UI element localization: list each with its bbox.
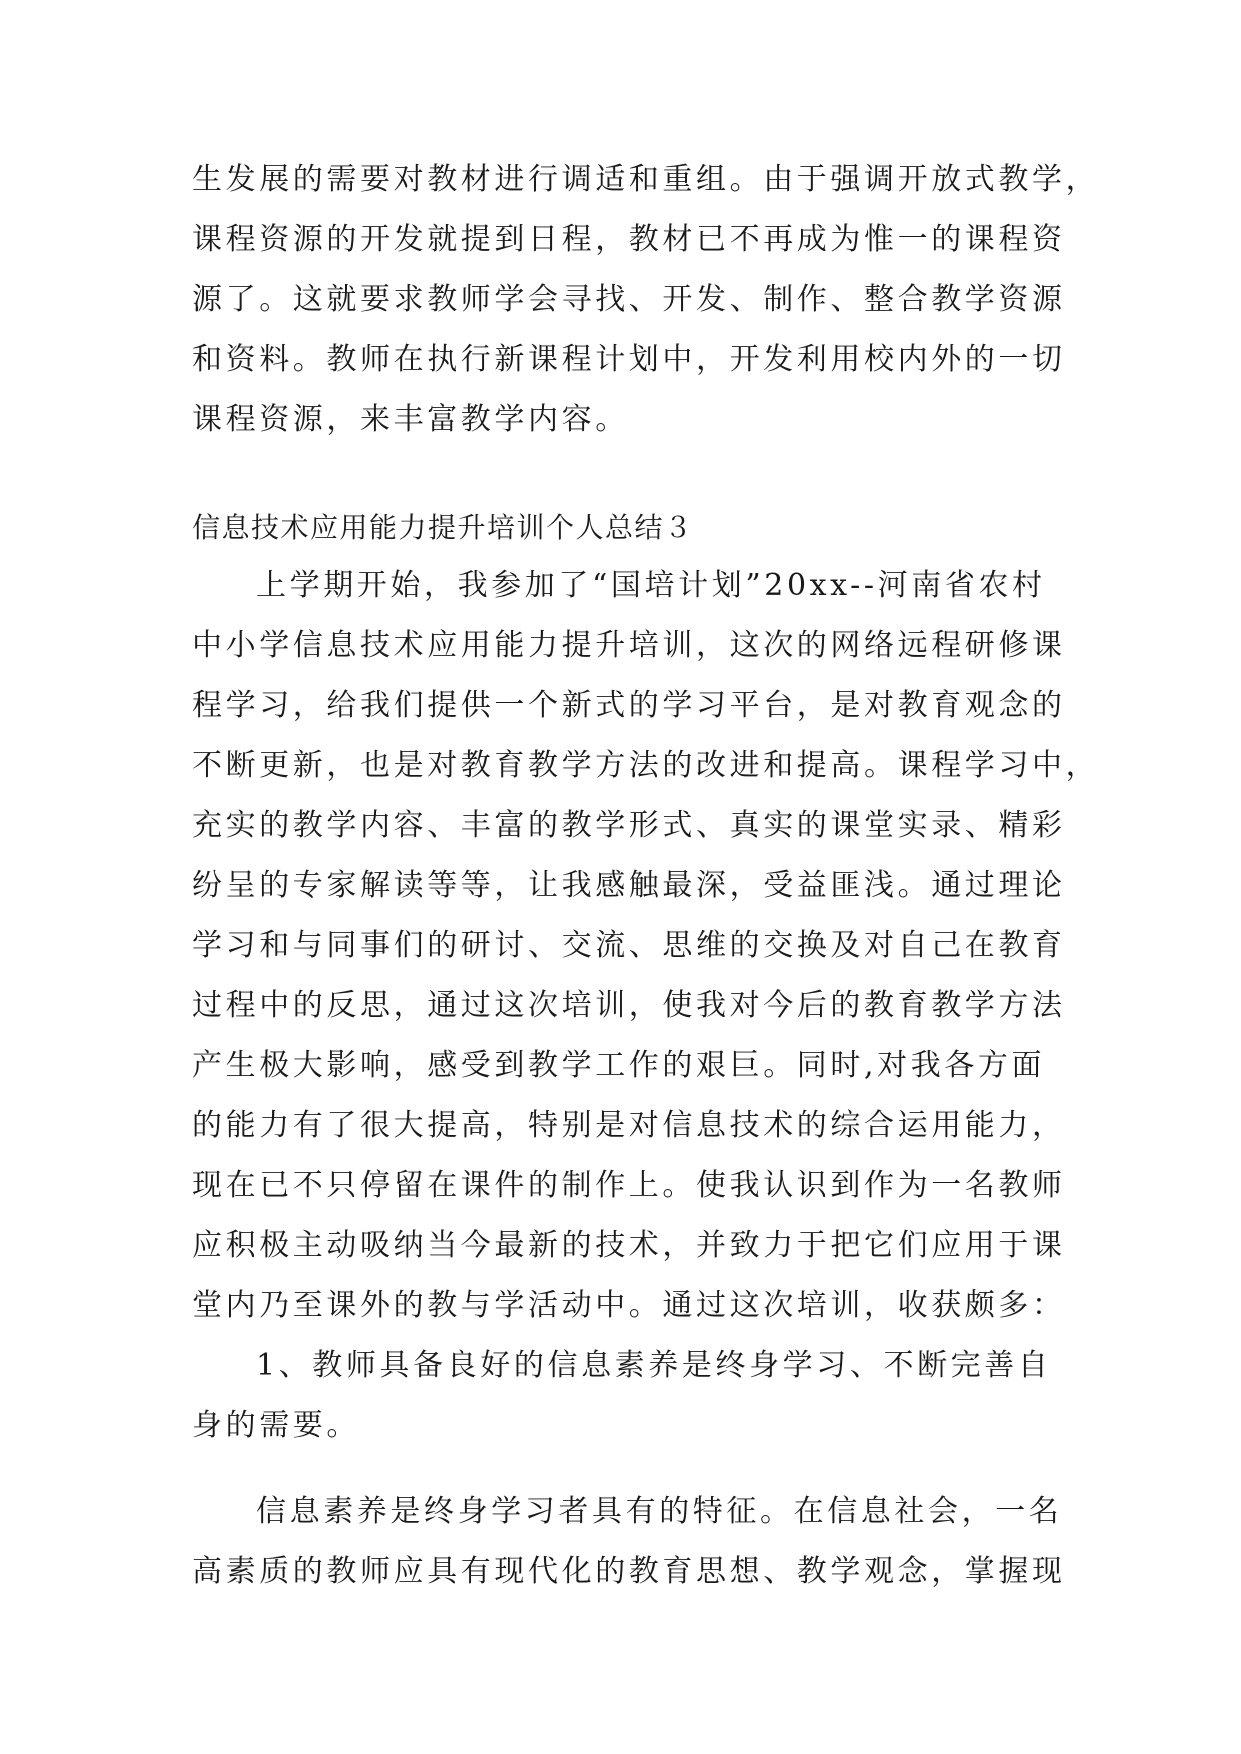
text-line: 不断更新，也是对教育教学方法的改进和提高。课程学习中， [192,748,1100,783]
text-line: 现在已不只停留在课件的制作上。使我认识到作为一名教师 [192,1168,1066,1203]
text-line: 中小学信息技术应用能力提升培训，这次的网络远程研修课 [192,628,1066,663]
text-line: 和资料。教师在执行新课程计划中，开发利用校内外的一切 [192,342,1066,377]
text-line: 产生极大影响，感受到教学工作的艰巨。同时,对我各方面 [192,1048,1046,1083]
heading-text: 信息技术应用能力提升培训个人总结３ [192,511,694,544]
text-line: 1、教师具备良好的信息素养是终身学习、不断完善自 [256,1348,1052,1383]
text-line: 程学习，给我们提供一个新式的学习平台，是对教育观念的 [192,688,1066,723]
text-line: 的能力有了很大提高，特别是对信息技术的综合运用能力， [192,1108,1066,1143]
text-line: 充实的教学内容、丰富的教学形式、真实的课堂实录、精彩 [192,808,1066,843]
text-line: 过程中的反思，通过这次培训，使我对今后的教育教学方法 [192,988,1066,1023]
text-line: 课程资源的开发就提到日程，教材已不再成为惟一的课程资 [192,222,1066,257]
text-line: 上学期开始，我参加了“国培计划”20xx--河南省农村 [256,568,1046,603]
text-line: 应积极主动吸纳当今最新的技术，并致力于把它们应用于课 [192,1228,1066,1263]
text-line: 身的需要。 [192,1408,360,1443]
text-line: 信息素养是终身学习者具有的特征。在信息社会，一名 [256,1494,1063,1529]
text-line: 高素质的教师应具有现代化的教育思想、教学观念，掌握现 [192,1554,1066,1589]
text-line: 课程资源，来丰富教学内容。 [192,402,629,437]
text-line: 纷呈的专家解读等等，让我感触最深，受益匪浅。通过理论 [192,868,1066,903]
text-line: 源了。这就要求教师学会寻找、开发、制作、整合教学资源 [192,282,1066,317]
text-line: 生发展的需要对教材进行调适和重组。由于强调开放式教学， [192,162,1100,197]
text-line: 学习和与同事们的研讨、交流、思维的交换及对自己在教育 [192,928,1066,963]
text-line: 堂内乃至课外的教与学活动中。通过这次培训，收获颇多： [192,1288,1066,1323]
